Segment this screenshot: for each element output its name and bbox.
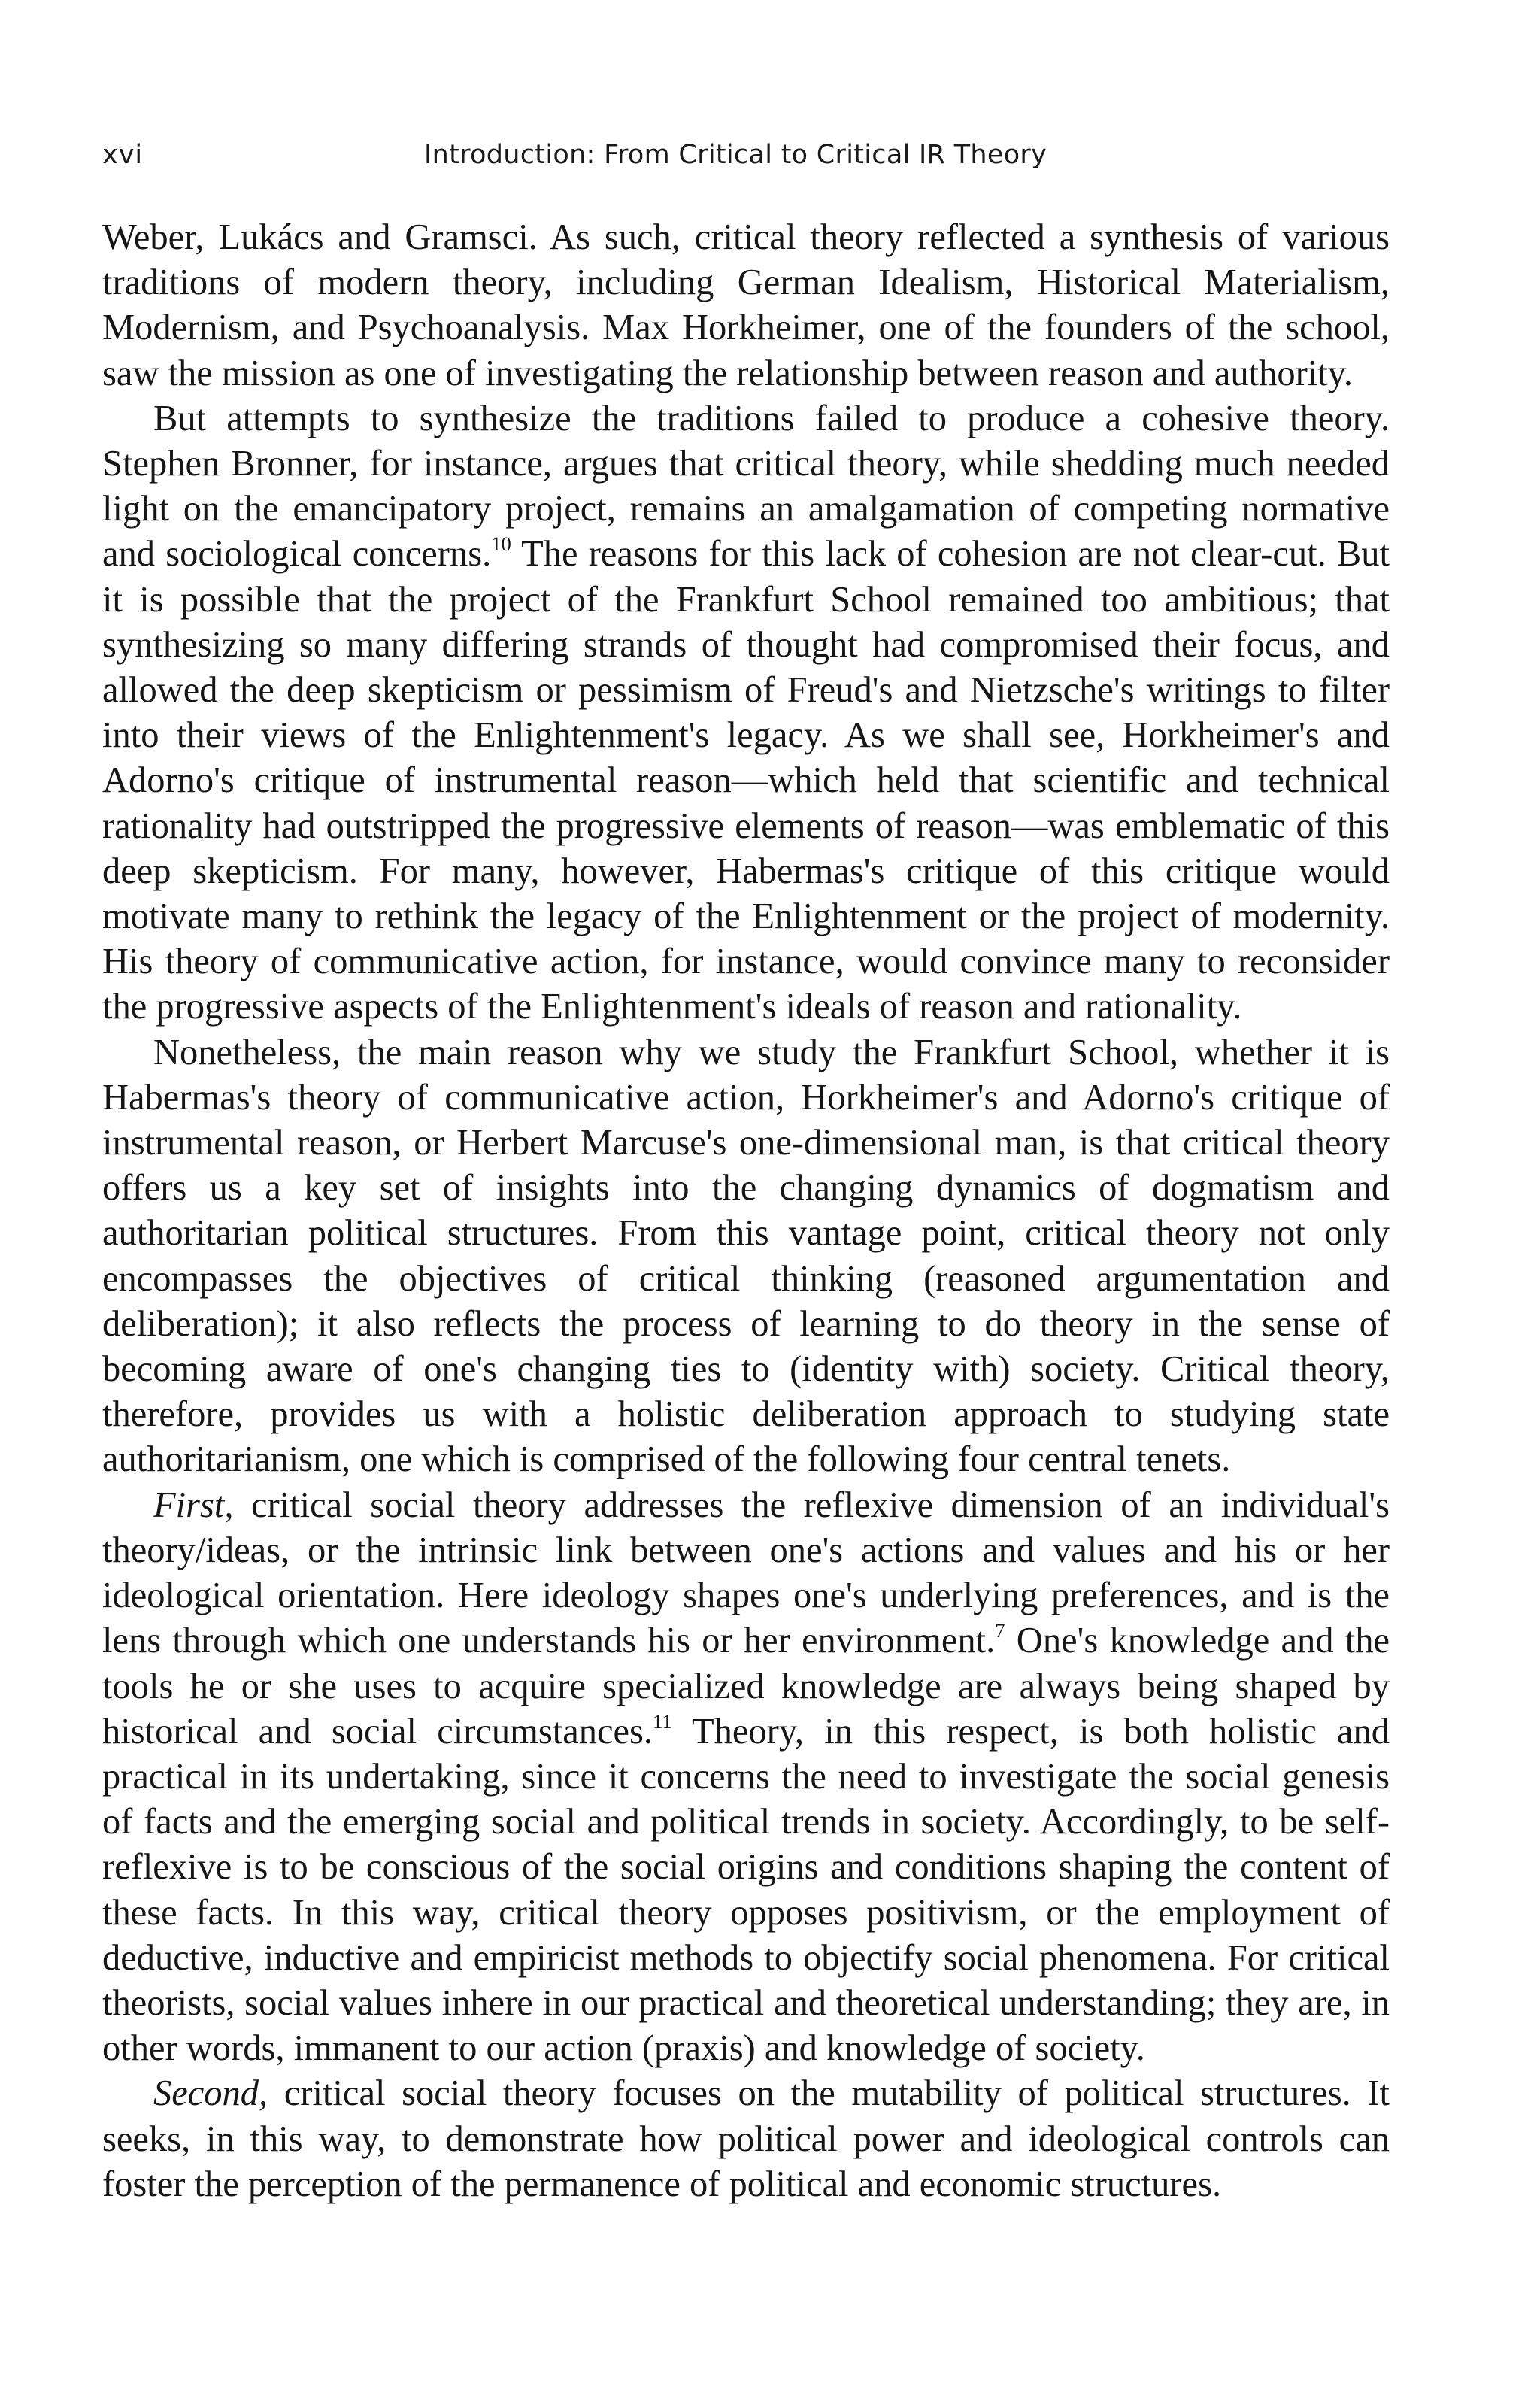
paragraph-5 <box>102 2071 1390 2207</box>
paragraph-1-text: Weber, Lukács and Gramsci. As such, critical theory reflected a synthesis of various traditions of modern theory, including German Idealism, Historical Materialism, Modernism, and Psychoanalysis. Max Horkheimer, one of the founders of the school, saw the mission as one of investigating the relationship between reason and authority. <box>102 217 1390 393</box>
footnote-ref-10[interactable]: 10 <box>491 532 511 556</box>
paragraph-2 <box>102 396 1390 1030</box>
paragraph-4-text: critical social theory addresses the reflexive dimension of an individual's theory/ideas, or the intrinsic link between one's actions and values and his or her ideological orientation. Here ideology shapes one's underlying preferences, and is the lens through which one understands his or her environment. <box>102 1485 1390 1661</box>
paragraph-4-lead: First, <box>153 1485 234 1525</box>
paragraph-5-lead: Second, <box>153 2073 268 2114</box>
paragraph-3-text: Nonetheless, the main reason why we study the Frankfurt School, whether it is Habermas's theory of communicative action, Horkheimer's and Adorno's critique of instrumental reason, or Herbert Marcuse's one-dimensional man, is that critical theory offers us a key set of insights into the changing dynamics of dogmatism and authoritarian political structures. From this vantage point, critical theory not only encompasses the objectives of critical thinking (reasoned argumentation and deliberation); it also reflects the process of learning to do theory in the sense of becoming aware of one's changing ties to (identity with) society. Critical theory, therefore, provides us with a holistic deliberation approach to studying state authoritarianism, one which is comprised of the following four central tenets. <box>102 1032 1390 1480</box>
footnote-ref-7[interactable]: 7 <box>995 1619 1005 1642</box>
paragraph-1 <box>102 215 1390 396</box>
paragraph-5-text: critical social theory focuses on the mutability of political structures. It seeks, in this way, to demonstrate how political power and ideological controls can foster the perception of the permanence of political and economic structures. <box>102 2073 1390 2204</box>
paragraph-4-text-cont-1: One's knowledge and the tools he or she uses to acquire specialized knowledge are always being shaped by historical and social circumstances. <box>102 1621 1390 1752</box>
paragraph-3 <box>102 1030 1390 1483</box>
paragraph-2-text: But attempts to synthesize the traditions failed to produce a cohesive theory. Stephen Bronner, for instance, argues that critical theory, while shedding much needed light on the emancipatory project, remains an amalgamation of competing normative and sociological concerns. <box>102 398 1390 575</box>
paragraph-4 <box>102 1483 1390 2072</box>
paragraph-4-text-cont-2: Theory, in this respect, is both holistic and practical in its undertaking, since it concerns the need to investigate the social genesis of facts and the emerging social and political trends in society. Accordingly, to be self-reflexive is to be conscious of the social origins and conditions shaping the content of these facts. In this way, critical theory opposes positivism, or the employment of deductive, inductive and empiricist methods to objectify social phenomena. For critical theorists, social values inhere in our practical and theoretical understanding; they are, in other words, immanent to our action (praxis) and knowledge of society. <box>102 1711 1390 2069</box>
running-head-title: Introduction: From Critical to Critical IR Theory <box>424 140 1047 170</box>
footnote-ref-11[interactable]: 11 <box>653 1709 672 1733</box>
book-page <box>102 0 1390 2390</box>
page-number: xvi <box>102 140 144 170</box>
paragraph-2-text-cont: The reasons for this lack of cohesion are not clear-cut. But it is possible that the project of the Frankfurt School remained too ambitious; that synthesizing so many differing strands of thought had compromised their focus, and allowed the deep skepticism or pessimism of Freud's and Nietzsche's writings to filter into their views of the Enlightenment's legacy. As we shall see, Horkheimer's and Adorno's critique of instrumental reason—which held that scientific and technical rationality had outstripped the progressive elements of reason—was emblematic of this deep skepticism. For many, however, Habermas's critique of this critique would motivate many to rethink the legacy of the Enlightenment or the project of modernity. His theory of communicative action, for instance, would convince many to reconsider the progressive aspects of the Enlightenment's ideals of reason and rationality. <box>102 534 1390 1027</box>
running-head <box>102 132 1390 177</box>
body-text <box>102 215 1390 2207</box>
